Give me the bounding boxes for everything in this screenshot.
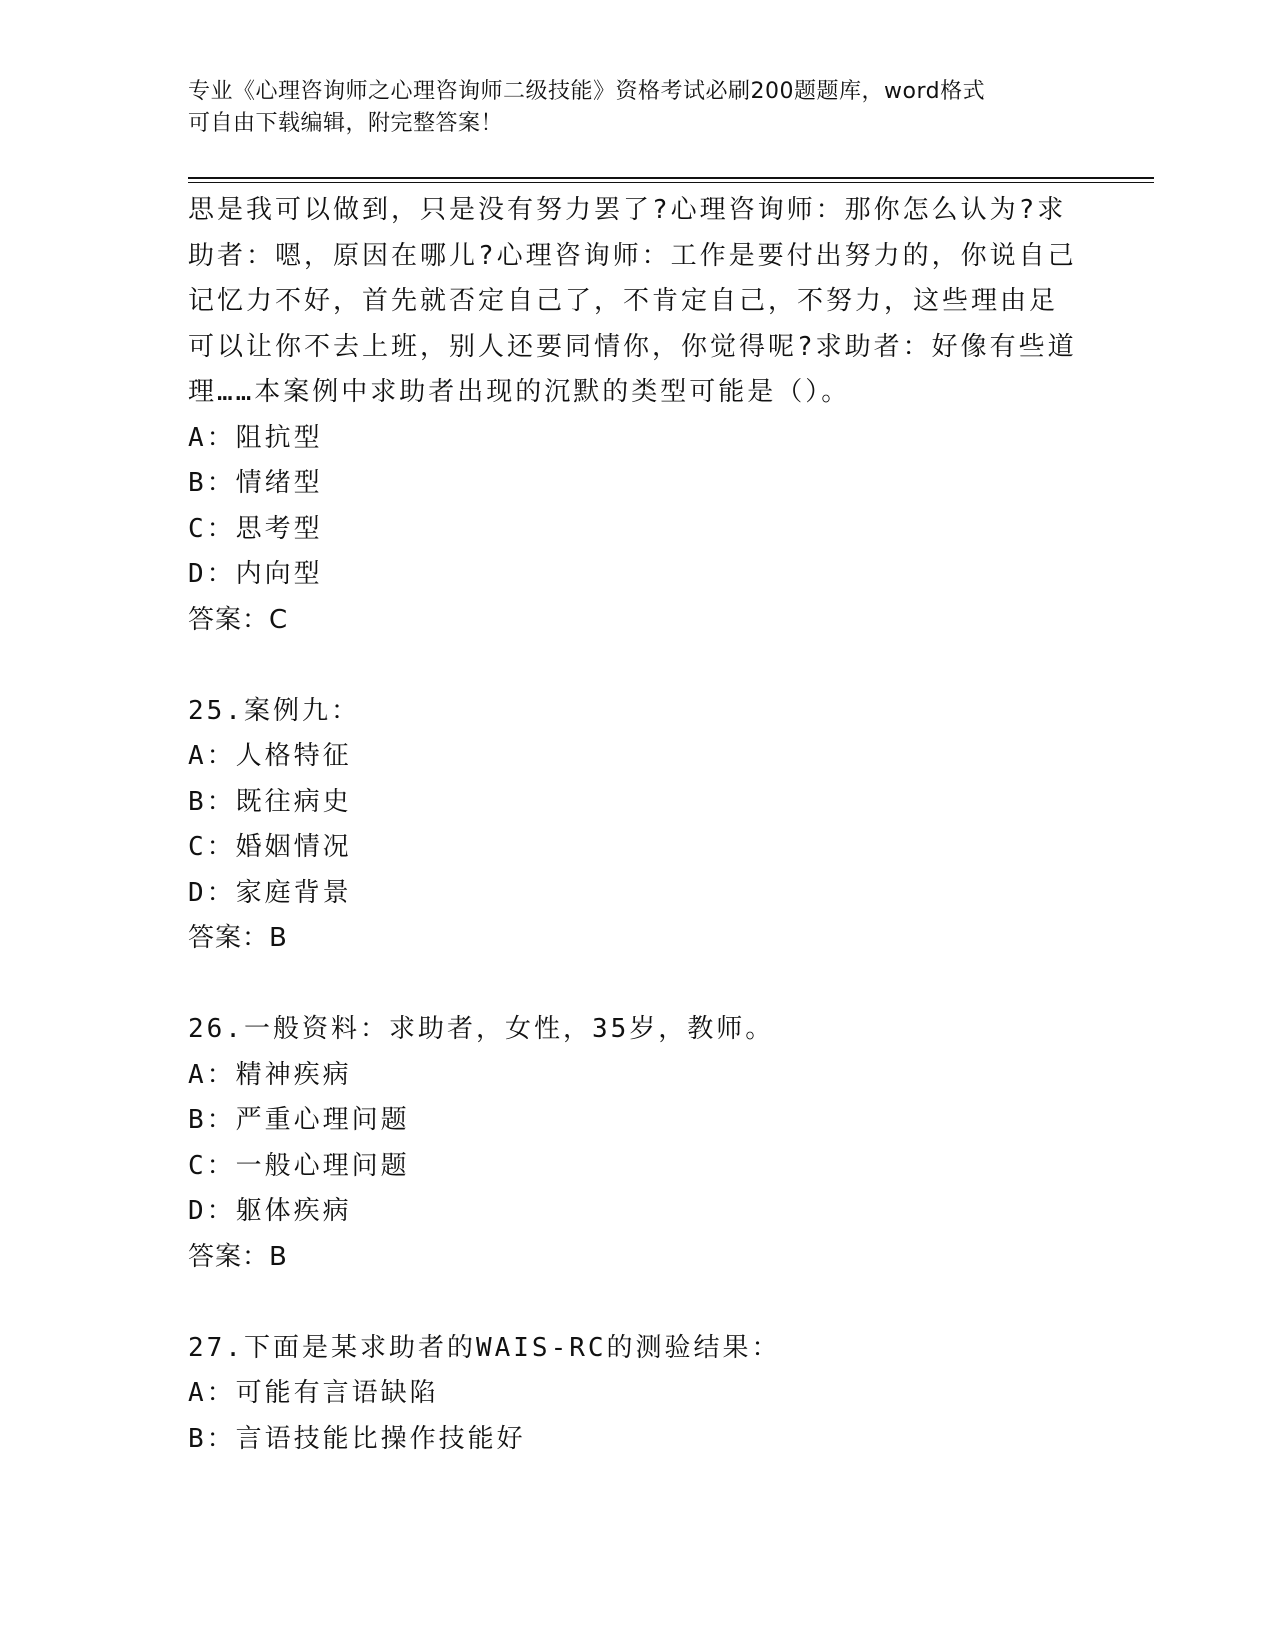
answer-line: 答案：B	[188, 923, 288, 953]
option-c: C：一般心理问题	[188, 1150, 410, 1181]
option-a: A：精神疾病	[188, 1059, 352, 1090]
question-stem: 26.一般资料：求助者，女性，35岁，教师。	[188, 1014, 775, 1044]
option-a: A：人格特征	[188, 741, 352, 771]
spacer	[188, 962, 1148, 1008]
question-text-line: 可以让你不去上班，别人还要同情你，你觉得呢?求助者：好像有些道	[188, 331, 1077, 362]
question-text-line: 记忆力不好，首先就否定自己了，不肯定自己，不努力，这些理由足	[188, 286, 1059, 316]
option-c: C：思考型	[188, 513, 323, 544]
question-26	[188, 1007, 1148, 1280]
question-continuation	[188, 188, 1148, 643]
option-b: B：既往病史	[188, 786, 352, 817]
option-c: C：婚姻情况	[188, 832, 352, 862]
question-27	[188, 1326, 1148, 1463]
question-text-line: 助者：嗯，原因在哪儿?心理咨询师：工作是要付出努力的，你说自己	[188, 240, 1077, 271]
question-text-line: 理……本案例中求助者出现的沉默的类型可能是（）。	[188, 377, 851, 407]
spacer	[188, 1280, 1148, 1326]
question-25	[188, 689, 1148, 962]
answer-line: 答案：B	[188, 1241, 288, 1272]
option-d: D：内向型	[188, 559, 323, 589]
header-rule-thick	[188, 177, 1154, 179]
option-d: D：躯体疾病	[188, 1196, 352, 1226]
header-rule-thin	[188, 182, 1154, 183]
question-stem: 27.下面是某求助者的WAIS-RC的测验结果：	[188, 1332, 781, 1363]
question-stem: 25.案例九：	[188, 695, 360, 726]
question-text-line: 思是我可以做到，只是没有努力罢了?心理咨询师：那你怎么认为?求	[188, 195, 1067, 225]
option-a: A：可能有言语缺陷	[188, 1378, 439, 1408]
spacer	[188, 643, 1148, 689]
document-header	[188, 76, 1088, 140]
option-b: B：严重心理问题	[188, 1105, 410, 1135]
answer-line: 答案：C	[188, 604, 289, 635]
document-body	[188, 188, 1148, 1462]
header-line-1: 专业《心理咨询师之心理咨询师二级技能》资格考试必刷200题题库，word格式	[188, 79, 986, 104]
option-b: B：言语技能比操作技能好	[188, 1423, 526, 1454]
header-line-2: 可自由下载编辑，附完整答案！	[188, 111, 504, 136]
option-b: B：情绪型	[188, 468, 323, 498]
option-d: D：家庭背景	[188, 877, 352, 908]
option-a: A：阻抗型	[188, 422, 323, 453]
